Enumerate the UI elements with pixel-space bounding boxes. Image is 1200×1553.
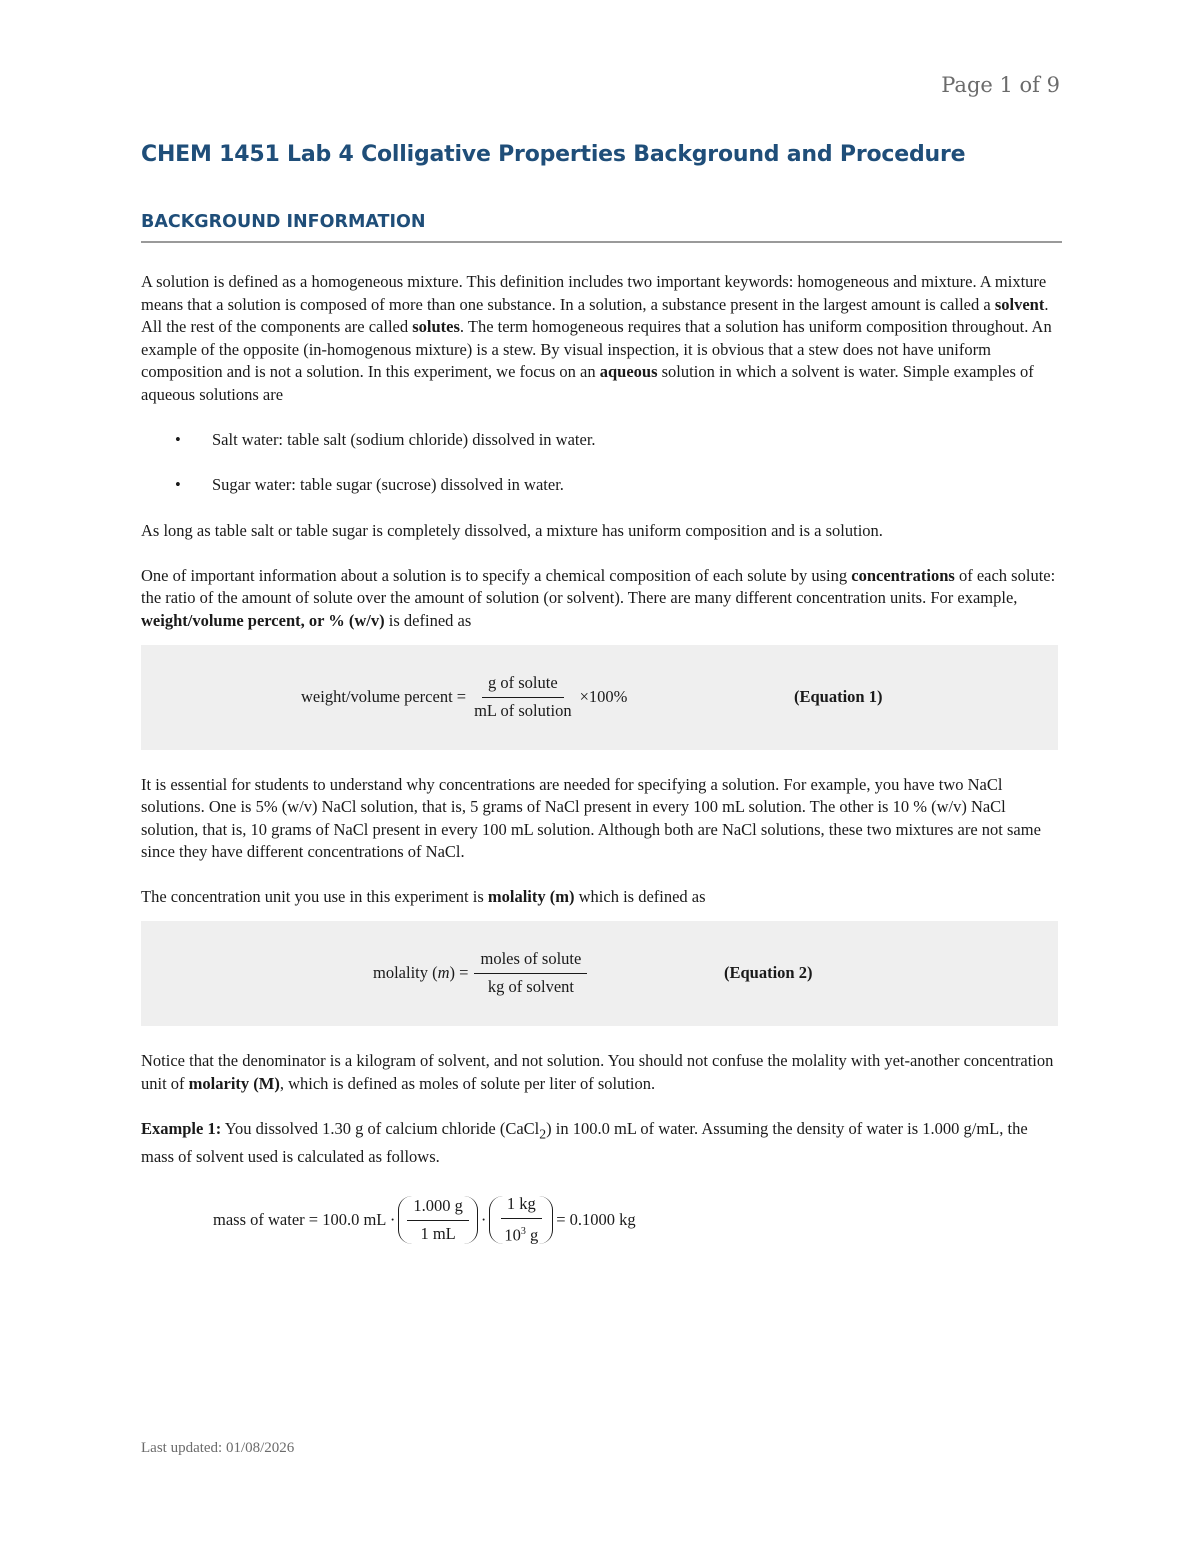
fraction-denominator: 1 mL xyxy=(420,1223,456,1243)
equation-3 xyxy=(141,1184,1062,1256)
text-run: Notice that the denominator is a kilogram of solvent, and not solution. You should not confuse the molality with yet-another concentration unit of xyxy=(141,1051,1054,1093)
fraction-denominator xyxy=(498,1219,544,1247)
text-run: which is defined as xyxy=(574,887,706,907)
multiply-dot: · xyxy=(480,1210,487,1230)
text-run: g xyxy=(525,1225,539,1245)
equation-lhs: molality ( xyxy=(373,963,438,983)
paragraph-concentrations xyxy=(141,565,1062,633)
text-run: You dissolved 1.30 g of calcium chloride (CaCl xyxy=(221,1118,540,1138)
list-item xyxy=(141,429,1062,452)
text-run: 10 xyxy=(504,1225,521,1245)
fraction xyxy=(468,672,577,722)
paragraph-nacl-example: It is essential for students to understand why concentrations are needed for specifying a solution. For example, you have two NaCl solutions. One is 5% (w/v) NaCl solution, that is, 5 grams of NaCl present in every 100 mL solution. The other is 10 % (w/v) NaCl solution, that is, 10 grams of NaCl present in every 100 mL solution. Although both are NaCl solutions, these two mixtures are not same since they have different concentrations of NaCl. xyxy=(141,774,1041,862)
text-run: A solution is defined as a homogeneous mixture. This definition includes two important keywords: homogeneous and mixture. A mixture means that a solution is composed of more than one substance. In a solution, a substance present in the largest amount is called a xyxy=(141,272,1047,314)
fraction xyxy=(407,1195,469,1245)
subscript: 2 xyxy=(539,1126,547,1142)
term-weight-volume-percent: weight/volume percent, or % (w/v) xyxy=(141,610,385,630)
document-body xyxy=(141,271,1062,1256)
bullet-icon: • xyxy=(175,430,181,450)
equation-1-box xyxy=(141,645,1058,750)
list-item-text: Sugar water: table sugar (sucrose) dissolved in water. xyxy=(212,475,564,495)
equation-2 xyxy=(373,921,589,1026)
equation-lhs: mass of water = 100.0 mL · xyxy=(213,1210,396,1230)
page-number: Page 1 of 9 xyxy=(941,73,1060,97)
text-run: One of important information about a solution is to specify a chemical composition of each solute by using xyxy=(141,565,852,585)
fraction-numerator: 1 kg xyxy=(501,1193,542,1219)
equation-2-label: (Equation 2) xyxy=(724,963,813,983)
section-heading: BACKGROUND INFORMATION xyxy=(141,212,1062,243)
text-run: molality (m) xyxy=(487,887,575,907)
text-run: The concentration unit you use in this experiment is xyxy=(141,887,488,907)
superscript: 3 xyxy=(520,1226,526,1238)
document-title: CHEM 1451 Lab 4 Colligative Properties Background and Procedure xyxy=(141,142,966,167)
equation-3-content xyxy=(213,1184,636,1256)
list-item xyxy=(141,474,1062,497)
equation-rhs: = 0.1000 kg xyxy=(556,1210,636,1230)
text-run: . The term homogeneous requires that a solution has uniform composition throughout. An example of the opposite (in-homogenous mixture) is a stew. By visual inspection, it is obvious that a stew does not have uniform composition and is not a solution. In this experiment, we focus on an xyxy=(141,317,1052,382)
term-solutes: solutes xyxy=(412,317,460,337)
fraction-denominator: kg of solvent xyxy=(487,977,574,997)
text-run: . All the rest of the components are called xyxy=(141,294,1049,337)
term-concentrations: concentrations xyxy=(851,565,955,585)
text-run: of each solute: the ratio of the amount of solute over the amount of solution (or solvent). There are many different concentration units. For example, xyxy=(141,565,1056,608)
text-run: , which is defined as moles of solute per liter of solution. xyxy=(279,1073,656,1093)
footer-last-updated: Last updated: 01/08/2026 xyxy=(141,1440,295,1456)
bullet-icon: • xyxy=(175,475,181,495)
example-label: Example 1: xyxy=(141,1118,222,1138)
equation-2-box xyxy=(141,921,1058,1026)
paragraph-example-1 xyxy=(141,1118,1062,1168)
paragraph-molarity xyxy=(141,1050,1062,1095)
text-run: ) in 100.0 mL of water. Assuming the density of water is 1.000 g/mL, the mass of solvent used is calculated as follows. xyxy=(141,1118,1028,1166)
paragraph-solution-definition xyxy=(141,271,1062,407)
equation-multiplier: ×100% xyxy=(579,686,628,706)
term-molarity: molarity (M) xyxy=(188,1073,280,1093)
equation-lhs: ) = xyxy=(449,963,469,983)
equation-variable: m xyxy=(437,963,450,983)
term-aqueous: aqueous xyxy=(599,362,658,382)
paragraph-dissolved: As long as table salt or table sugar is completely dissolved, a mixture has uniform composition and is a solution. xyxy=(141,520,883,540)
list-item-text: Salt water: table salt (sodium chloride) dissolved in water. xyxy=(212,430,596,450)
term-molality xyxy=(488,887,575,906)
fraction-numerator: moles of solute xyxy=(474,948,587,974)
equation-1 xyxy=(301,645,627,750)
fraction-numerator: 1.000 g xyxy=(407,1195,469,1221)
parenthesis-group xyxy=(489,1196,553,1244)
equation-lhs: weight/volume percent = xyxy=(301,686,467,706)
term-solvent: solvent xyxy=(994,294,1045,314)
parenthesis-group xyxy=(398,1196,478,1244)
fraction-denominator: mL of solution xyxy=(474,700,572,720)
fraction-numerator: g of solute xyxy=(482,672,564,698)
fraction xyxy=(474,948,587,998)
fraction xyxy=(498,1193,544,1247)
paragraph-molality xyxy=(141,886,1062,909)
text-run: is defined as xyxy=(384,610,472,630)
text-run: solution in which a solvent is water. Simple examples of aqueous solutions are xyxy=(141,362,1034,404)
equation-1-label: (Equation 1) xyxy=(794,686,883,706)
